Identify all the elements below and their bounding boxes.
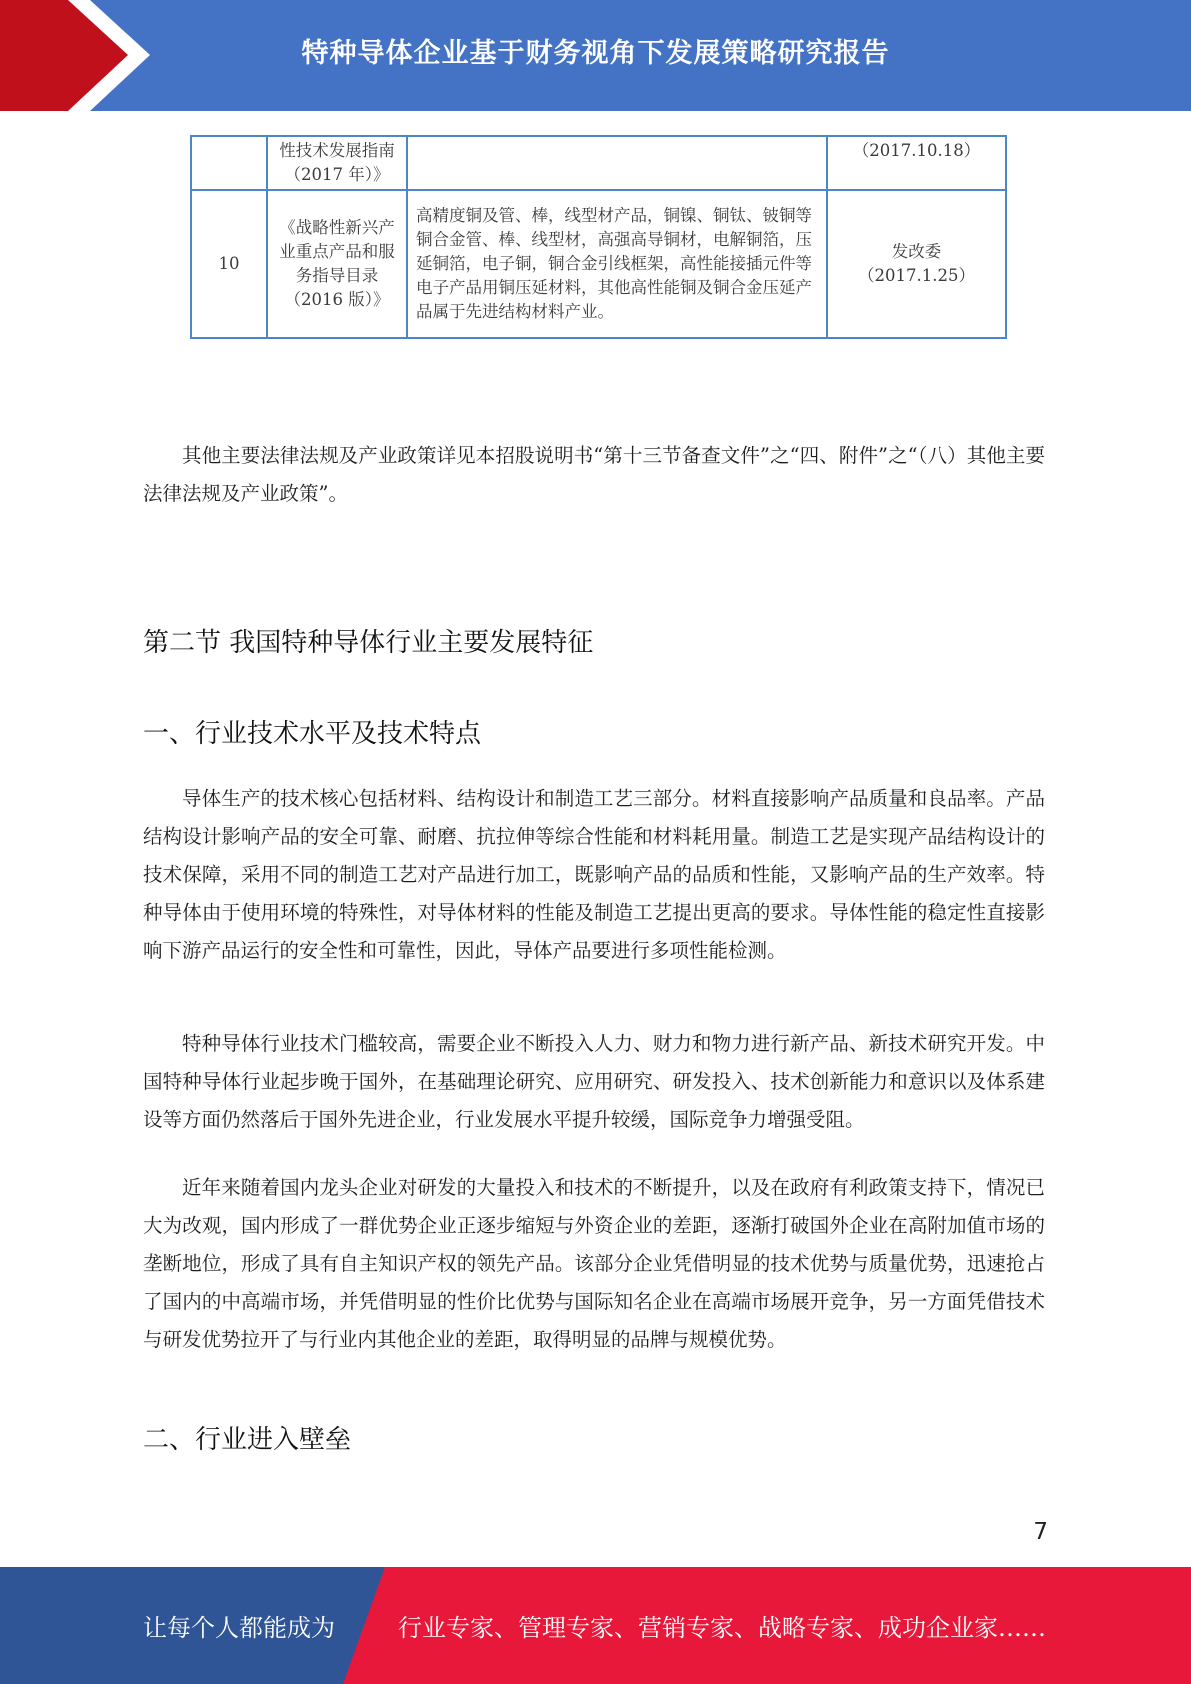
table-cell-issuer: （2017.10.18） — [827, 136, 1006, 190]
paragraph-industry-threshold: 特种导体行业技术门槛较高，需要企业不断投入人力、财力和物力进行新产品、新技术研究开发。中国特种导体行业起步晚于国外，在基础理论研究、应用研究、研发投入、技术创新能力和意识以及体系建设等方面仍然落后于国外先进企业，行业发展水平提升较缓，国际竞争力增强受阻。 — [143, 1032, 1045, 1131]
table-cell-name: 性技术发展指南（2017 年）》 — [267, 136, 407, 190]
table-cell-name: 《战略性新兴产业重点产品和服务指导目录（2016 版）》 — [267, 190, 407, 338]
page-number: 7 — [1033, 1519, 1048, 1545]
section-title: 第二节 我国特种导体行业主要发展特征 — [143, 628, 594, 658]
footer-slogan-right: 行业专家、管理专家、营销专家、战略专家、成功企业家…… — [398, 1614, 1046, 1642]
header-title: 特种导体企业基于财务视角下发展策略研究报告 — [301, 37, 890, 69]
policy-table — [190, 135, 1007, 339]
table-cell-num — [191, 136, 267, 190]
footer-slogan-left: 让每个人都能成为 — [143, 1614, 335, 1642]
table-cell-content — [407, 136, 827, 190]
subsection-title-2: 二、行业进入壁垒 — [143, 1425, 352, 1455]
paragraph-recent-progress: 近年来随着国内龙头企业对研发的大量投入和技术的不断提升，以及在政府有利政策支持下，情况已大为改观，国内形成了一群优势企业正逐步缩短与外资企业的差距，逐渐打破国外企业在高附加值市场的垄断地位，形成了具有自主知识产权的领先产品。该部分企业凭借明显的技术优势与质量优势，迅速抢占了国内的中高端市场，并凭借明显的性价比优势与国际知名企业在高端市场展开竞争，另一方面凭借技术与研发优势拉开了与行业内其他企业的差距，取得明显的品牌与规模优势。 — [143, 1176, 1045, 1351]
page-footer — [0, 1567, 1191, 1684]
subsection-title-1: 一、行业技术水平及技术特点 — [143, 719, 482, 749]
table-cell-issuer: 发改委（2017.1.25） — [827, 190, 1006, 338]
table-cell-num: 10 — [191, 190, 267, 338]
paragraph-policy-reference: 其他主要法律法规及产业政策详见本招股说明书“第十三节备查文件”之“四、附件”之“（八）其他主要法律法规及产业政策”。 — [143, 444, 1045, 505]
policy-table-container — [190, 135, 1005, 339]
table-row — [191, 190, 1006, 338]
page-header — [0, 0, 1191, 111]
table-row — [191, 136, 1006, 190]
table-cell-content: 高精度铜及管、棒，线型材产品，铜镍、铜钛、铍铜等铜合金管、棒、线型材，高强高导铜材，电解铜箔，压延铜箔，电子铜，铜合金引线框架，高性能接插元件等电子产品用铜压延材料，其他高性能铜及铜合金压延产品属于先进结构材料产业。 — [407, 190, 827, 338]
paragraph-technology-core: 导体生产的技术核心包括材料、结构设计和制造工艺三部分。材料直接影响产品质量和良品率。产品结构设计影响产品的安全可靠、耐磨、抗拉伸等综合性能和材料耗用量。制造工艺是实现产品结构设计的技术保障，采用不同的制造工艺对产品进行加工，既影响产品的品质和性能，又影响产品的生产效率。特种导体由于使用环境的特殊性，对导体材料的性能及制造工艺提出更高的要求。导体性能的稳定性直接影响下游产品运行的安全性和可靠性，因此，导体产品要进行多项性能检测。 — [143, 787, 1045, 962]
